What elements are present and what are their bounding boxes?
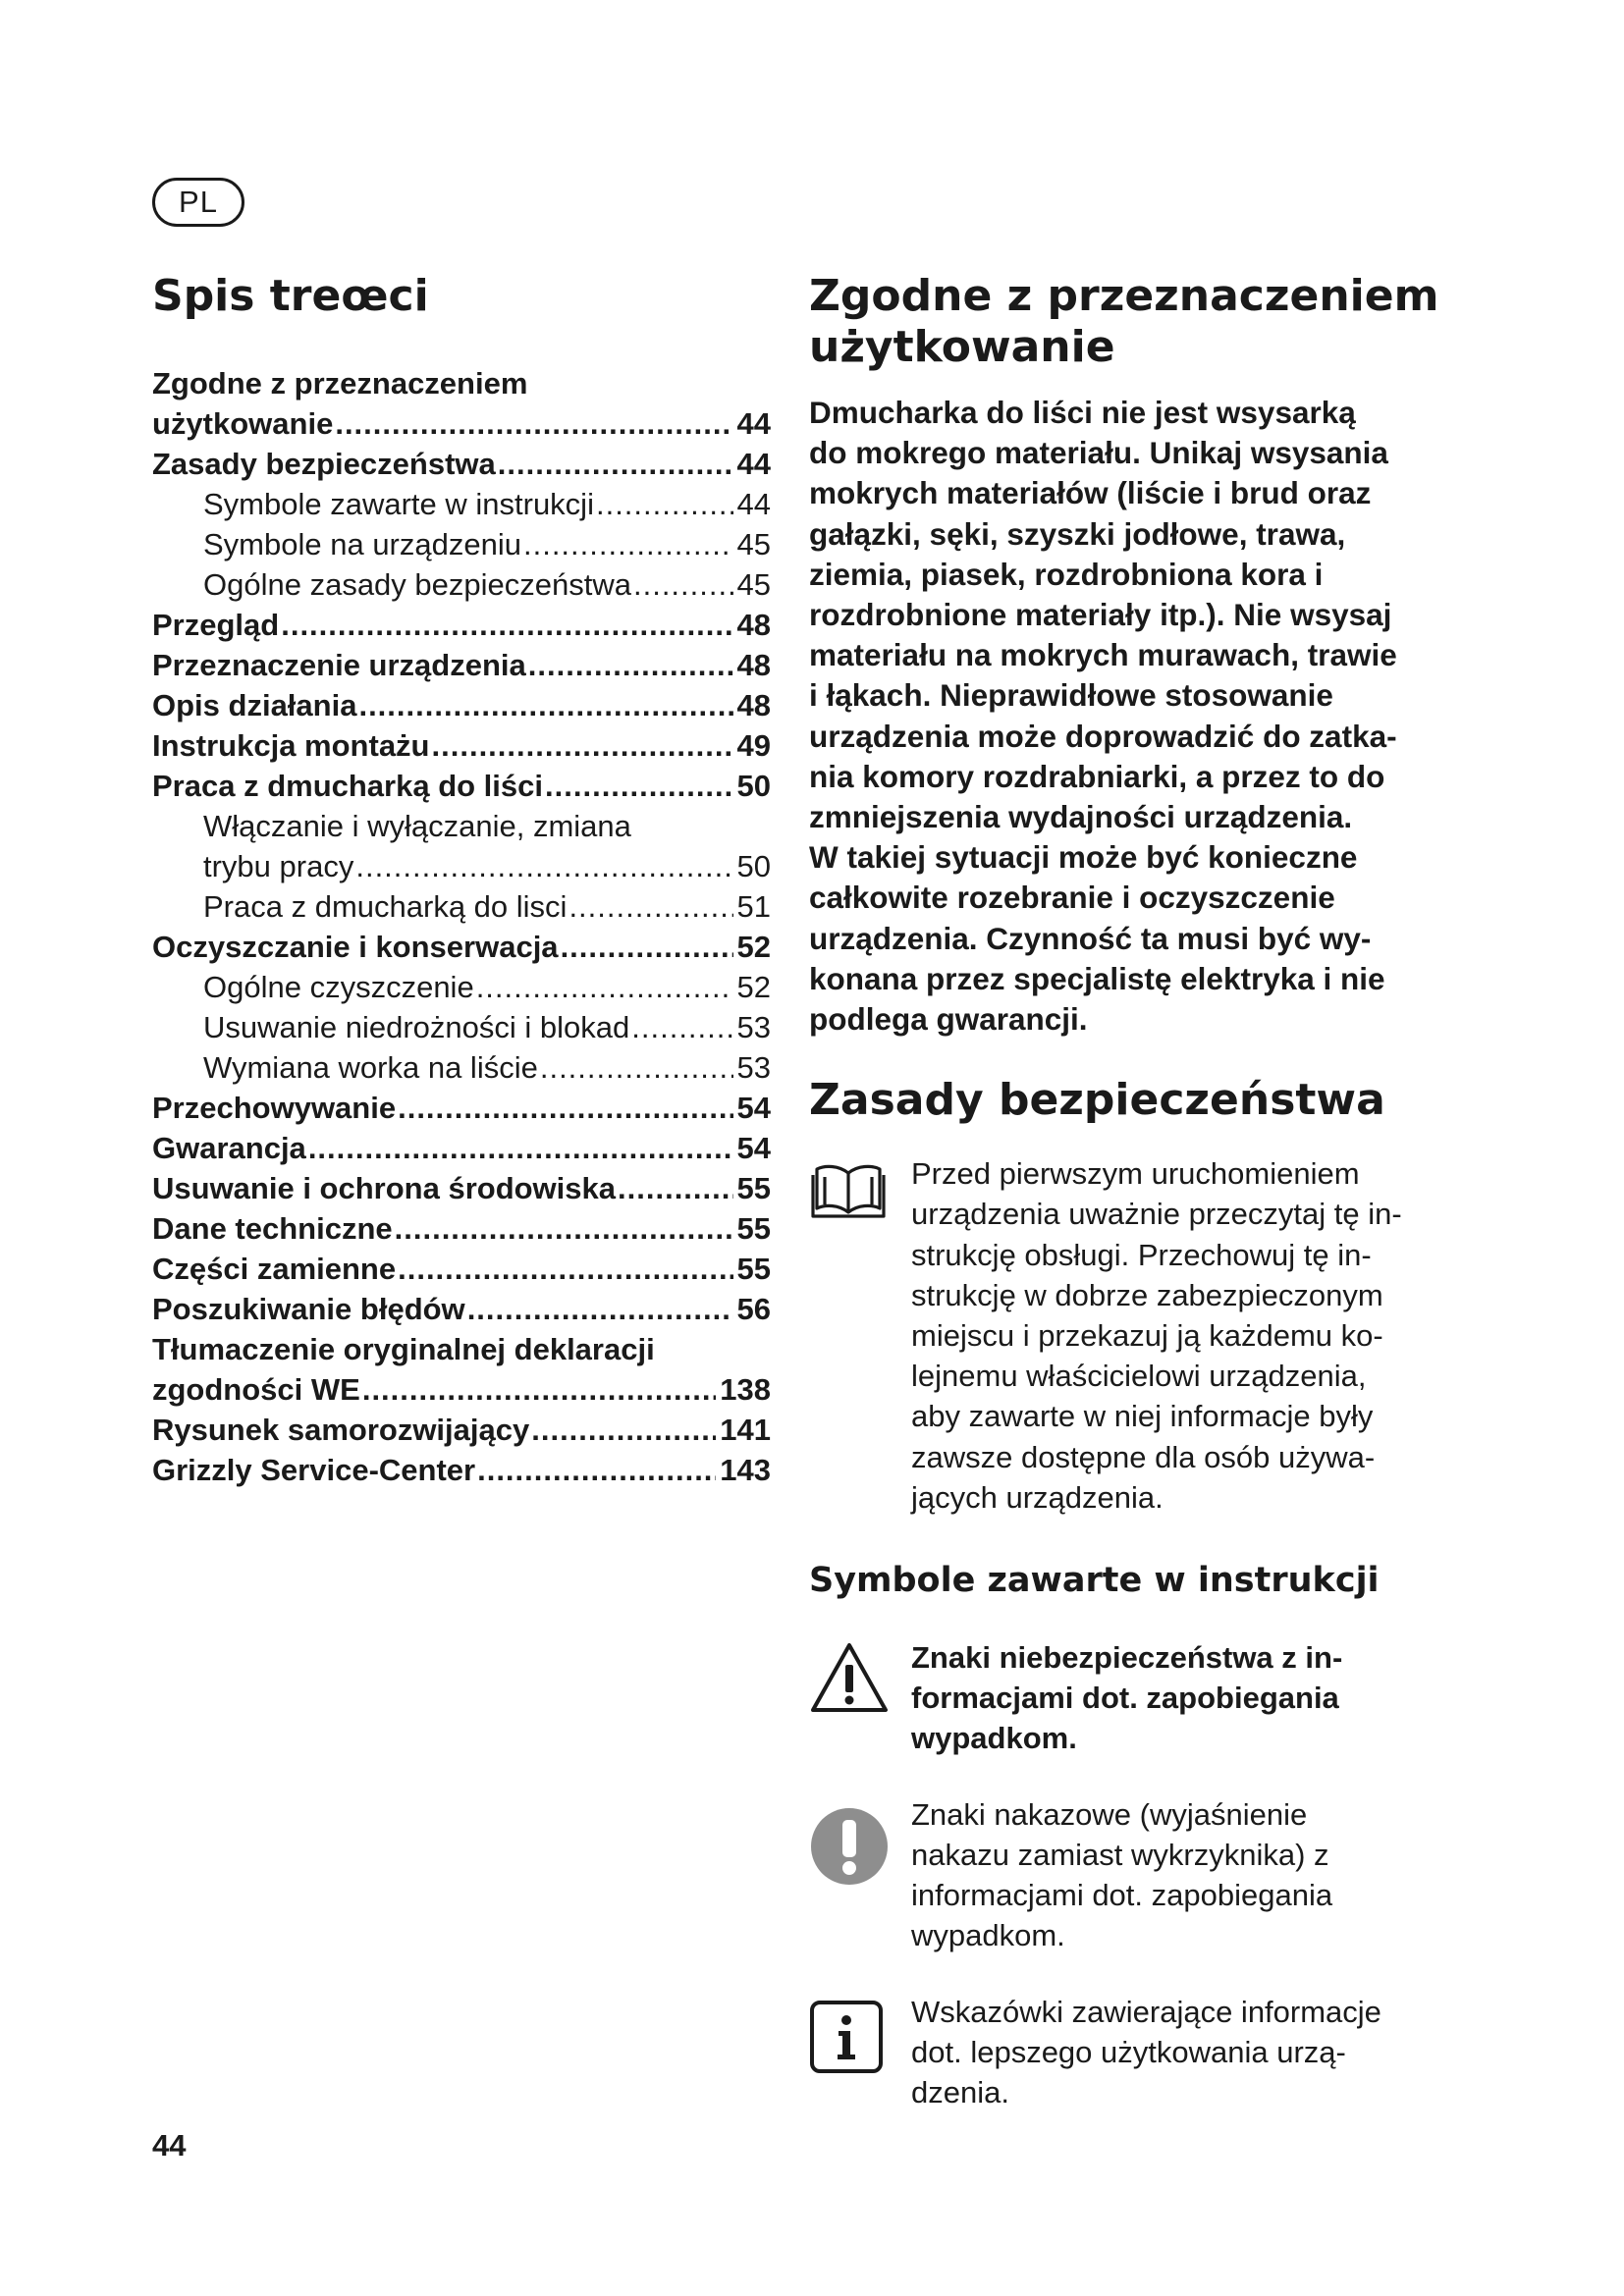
toc-entry: Opis działania ..... 48 (152, 685, 771, 725)
toc-entry: Praca z dmucharką do liści ..... 50 (152, 766, 771, 806)
toc-entry: Tłumaczenie oryginalnej deklaracji (152, 1332, 655, 1366)
symbols-heading: Symbole zawarte w instrukcji (809, 1561, 1380, 1601)
toc-subentry: Ogólne zasady bezpieczeństwa ..... 45 (152, 564, 771, 605)
mandatory-symbol-text: Znaki nakazowe (wyjaśnienie nakazu zamiast wykrzyknika) z informacjami dot. zapobiegania wypadkom. (911, 1796, 1333, 1953)
toc-entry: Oczyszczanie i konserwacja ..... 52 (152, 927, 771, 967)
toc-entry: Zasady bezpieczeństwa ..... 44 (152, 444, 771, 484)
toc-entry: zgodności WE ..... 138 (152, 1369, 771, 1410)
toc-entry: Przegląd ..... 48 (152, 605, 771, 645)
toc-entry: Poszukiwanie błędów ..... 56 (152, 1289, 771, 1329)
table-of-contents (152, 271, 771, 1490)
toc-subentry: Włączanie i wyłączanie, zmiana (203, 809, 631, 843)
toc-entry: Części zamienne ..... 55 (152, 1249, 771, 1289)
toc-entry: użytkowanie ..... 44 (152, 403, 771, 444)
toc-subentry: Ogólne czyszczenie ..... 52 (152, 967, 771, 1007)
toc-subentry: Usuwanie niedrożności i blokad ..... 53 (152, 1007, 771, 1047)
intended-use-paragraph: Dmucharka do liści nie jest wsysarką do mokrego materiału. Unikaj wsysania mokrych materiałów (liście i brud oraz gałązki, sęki, szyszki jodłowe, trawa, ziemia, piasek, rozdrobniona kora i rozdrobnione materiały itp.). Nie wsysaj materiału na mokrych murawach, trawie i łąkach. Nieprawidłowe stosowanie urządzenia może doprowadzić do zatka- nia komory rozdrabniarki, a przez to do zmniejszenia wydajności urządzenia. W takiej sytuacji może być konieczne całkowite rozebranie i oczyszczenie urządzenia. Czynność ta musi być wy- konana przez specjalistę elektryka i nie podlega gwarancji. (809, 395, 1397, 1038)
warning-symbol-text: Znaki niebezpieczeństwa z in- formacjami dot. zapobiegania wypadkom. (911, 1640, 1343, 1756)
toc-title: Spis treœci (152, 271, 429, 321)
toc-entry: Przeznaczenie urządzenia ..... 48 (152, 645, 771, 685)
toc-subentry: Wymiana worka na liście ..... 53 (152, 1047, 771, 1088)
toc-subentry: trybu pracy ..... 50 (152, 846, 771, 886)
toc-entry: Dane techniczne ..... 55 (152, 1208, 771, 1249)
toc-subentry: Symbole na urządzeniu ..... 45 (152, 524, 771, 564)
toc-entry: Grizzly Service-Center ..... 143 (152, 1450, 771, 1490)
toc-entry: Rysunek samorozwijający ..... 141 (152, 1410, 771, 1450)
toc-entry: Instrukcja montażu ..... 49 (152, 725, 771, 766)
book-icon (809, 1159, 911, 1518)
toc-entry: Przechowywanie ..... 54 (152, 1088, 771, 1128)
toc-entry: Gwarancja ..... 54 (152, 1128, 771, 1168)
intended-use-heading: Zgodne z przeznaczeniem użytkowanie (809, 271, 1439, 372)
toc-entry: Usuwanie i ochrona środowiska ..... 55 (152, 1168, 771, 1208)
read-manual-text: Przed pierwszym uruchomieniem urządzenia uważnie przeczytaj tę in- strukcję obsługi. Przechowuj tę in- strukcję w dobrze zabezpieczonym miejscu i przekazuj ją każdemu ko- lejnemu właścicielowi urządzenia, aby zawarte w niej informacje były zawsze dostępne dla osób używa- jących urządzenia. (911, 1156, 1402, 1515)
toc-entry: Zgodne z przeznaczeniem (152, 366, 528, 400)
info-symbol-text: Wskazówki zawierające informacje dot. lepszego użytkowania urzą- dzenia. (911, 1994, 1381, 2109)
info-symbol-row (809, 1996, 1457, 2113)
mandatory-symbol-row (809, 1798, 1457, 1956)
page-number: 44 (152, 2128, 187, 2163)
mandatory-exclamation-icon (809, 1798, 911, 1956)
language-badge: PL (152, 178, 244, 227)
toc-subentry: Symbole zawarte w instrukcji ..... 44 (152, 484, 771, 524)
toc-list (152, 363, 771, 1490)
warning-triangle-icon (809, 1641, 911, 1759)
read-manual-notice (809, 1156, 1457, 1518)
info-icon (809, 1996, 911, 2113)
toc-subentry: Praca z dmucharką do lisci ..... 51 (152, 886, 771, 927)
safety-heading: Zasady bezpieczeństwa (809, 1075, 1385, 1126)
warning-symbol-row (809, 1641, 1457, 1759)
content-column (809, 271, 1457, 2112)
